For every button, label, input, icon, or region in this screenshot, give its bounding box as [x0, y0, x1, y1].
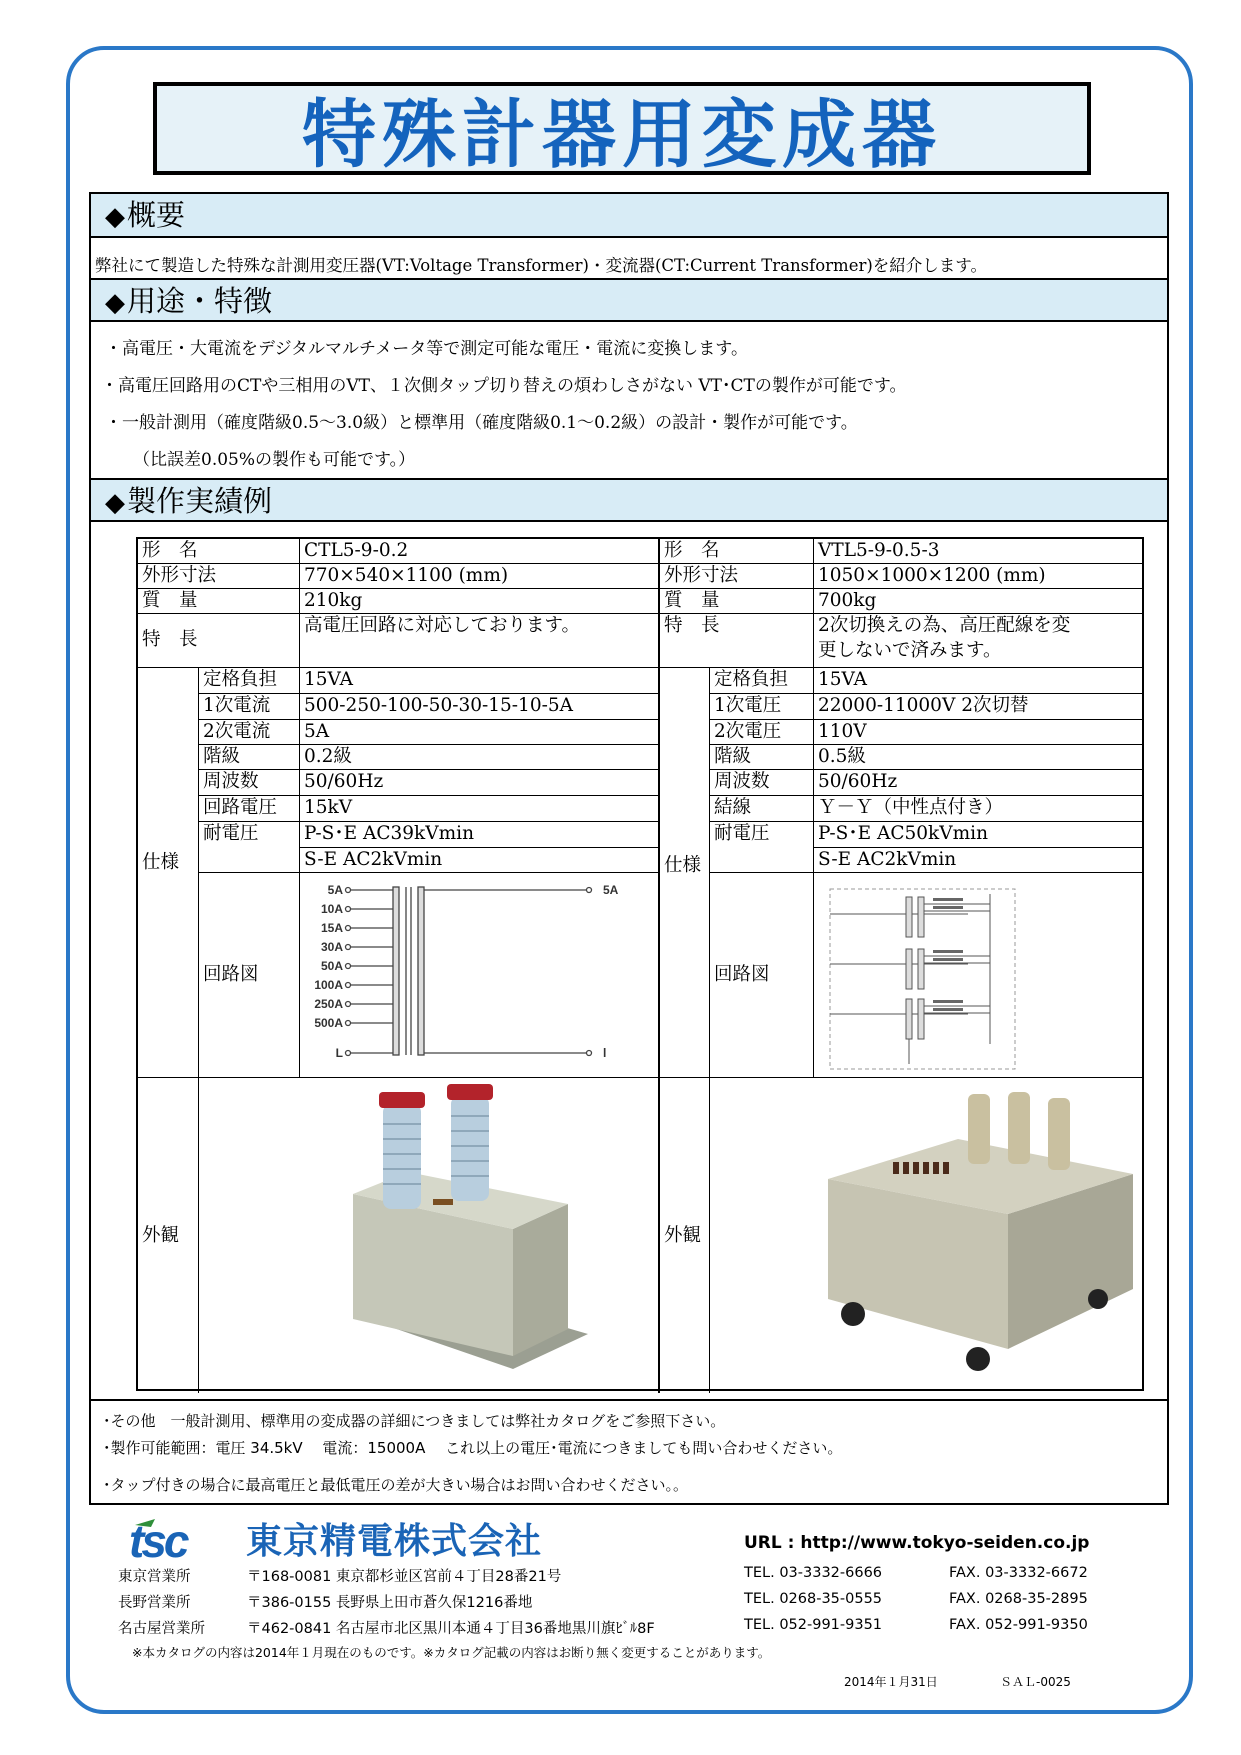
left-spec-label-7: 耐電圧	[203, 823, 259, 844]
office-tel-1: TEL. 03-3332-6666	[744, 1565, 883, 1581]
left-value-feature: 高電圧回路に対応しております。	[304, 615, 581, 636]
tap-label: 5A	[327, 883, 343, 897]
tap-label: 15A	[320, 921, 343, 935]
svg-text:tsc: tsc	[129, 1515, 187, 1563]
right-spec-label-6: 結線	[714, 797, 752, 818]
office-tel-2: TEL. 0268-35-0555	[744, 1591, 883, 1607]
right-label-mass: 質 量	[664, 590, 720, 611]
note-2: ･製作可能範囲：電圧 34.5kV 電流：15000A これ以上の電圧･電流につきましても問い合わせください。	[103, 1439, 843, 1457]
left-spec-value-7: P-S･E AC39kVmin	[304, 823, 474, 844]
tap-label: 100A	[314, 978, 343, 992]
right-spec-value-3: 110V	[818, 721, 867, 742]
feature-line-4: （比誤差0.05%の製作も可能です。）	[133, 450, 416, 470]
left-spec-label-5: 周波数	[203, 771, 259, 792]
left-spec-value-5: 50/60Hz	[304, 771, 384, 792]
tap-label: 500A	[314, 1016, 343, 1030]
tap-label: 250A	[314, 997, 343, 1011]
disclaimer: ※本カタログの内容は2014年１月現在のものです。※カタログ記載の内容はお断り無く変更することがあります。	[132, 1645, 771, 1660]
left-spec-label-6: 回路電圧	[203, 797, 278, 818]
left-spec-value-6: 15kV	[304, 797, 353, 818]
diamond-icon: ◆	[105, 202, 125, 232]
page-title: 特殊計器用変成器	[302, 91, 942, 178]
left-spec-value-1: 15VA	[304, 669, 354, 690]
right-value-mass: 700kg	[818, 590, 877, 611]
left-label-model: 形 名	[142, 540, 198, 561]
overview-text: 弊社にて製造した特殊な計測用変圧器(VT:Voltage Transformer)・変流器(CT:Current Transformer)を紹介します。	[95, 256, 987, 275]
right-spec-label-3: 2次電圧	[714, 721, 782, 742]
right-spec-value-5: 50/60Hz	[818, 771, 898, 792]
right-spec-label-4: 階級	[714, 746, 752, 767]
office-fax-3: FAX. 052-991-9350	[949, 1617, 1088, 1633]
right-spec-label-2: 1次電圧	[714, 695, 782, 716]
office-name-1: 東京営業所	[118, 1569, 191, 1585]
left-spec-value-8: S-E AC2kVmin	[304, 849, 443, 870]
diamond-icon: ◆	[105, 488, 125, 518]
right-value-feature: 2次切換えの為、高圧配線を変	[818, 615, 1071, 636]
right-label-dimensions: 外形寸法	[664, 565, 739, 586]
left-spec-value-4: 0.2級	[304, 746, 352, 767]
issue-date: 2014年１月31日	[844, 1675, 938, 1689]
note-1: ･その他 一般計測用、標準用の変成器の詳細につきましては弊社カタログをご参照下さい。	[91, 1399, 1167, 1431]
office-address-1: 〒168-0081 東京都杉並区宮前４丁目28番21号	[247, 1569, 562, 1585]
office-name-3: 名古屋営業所	[118, 1621, 205, 1637]
footer	[118, 1513, 1127, 1703]
right-spec-value-8: S-E AC2kVmin	[818, 849, 957, 870]
right-product-photo	[818, 1084, 1138, 1386]
right-spec-label-5: 周波数	[714, 771, 770, 792]
left-label-mass: 質 量	[142, 590, 198, 611]
office-name-2: 長野営業所	[118, 1595, 191, 1611]
catalog-code: ＳＡＬ-0025	[1000, 1675, 1071, 1689]
left-value-mass: 210kg	[304, 590, 363, 611]
title-box	[153, 82, 1091, 178]
right-appearance-label: 外観	[664, 1225, 702, 1246]
office-fax-2: FAX. 0268-35-2895	[949, 1591, 1088, 1607]
left-product-photo	[313, 1084, 623, 1386]
right-spec-value-1: 15VA	[818, 669, 868, 690]
left-spec-value-2: 500-250-100-50-30-15-10-5A	[304, 695, 573, 716]
left-label-feature: 特 長	[142, 629, 198, 650]
section-features-heading: ◆用途・特徴	[91, 278, 1167, 322]
left-spec-label-2: 1次電流	[203, 695, 271, 716]
right-spec-value-6: Ｙ－Ｙ（中性点付き）	[818, 797, 1004, 818]
out-label-top: 5A	[603, 883, 619, 897]
left-diagram-label: 回路図	[203, 964, 259, 985]
left-spec-label: 仕様	[142, 852, 180, 873]
spec-table	[136, 537, 1144, 1391]
company-name: 東京精電株式会社	[246, 1521, 543, 1562]
right-circuit-diagram	[818, 879, 1138, 1074]
section-overview-heading: ◆概要	[91, 194, 1167, 238]
office-tel-3: TEL. 052-991-9351	[744, 1617, 883, 1633]
left-spec-value-3: 5A	[304, 721, 330, 742]
right-diagram-label: 回路図	[714, 964, 770, 985]
right-label-model: 形 名	[664, 540, 720, 561]
tap-label: 30A	[320, 940, 343, 954]
diamond-icon: ◆	[105, 288, 125, 318]
left-circuit-diagram	[303, 877, 655, 1073]
section-results-heading: ◆製作実績例	[91, 478, 1167, 522]
main-table	[89, 192, 1169, 1505]
feature-line-3: ・一般計測用（確度階級0.5〜3.0級）と標準用（確度階級0.1〜0.2級）の設計・製作が可能です。	[105, 413, 858, 433]
right-value-model: VTL5-9-0.5-3	[818, 540, 940, 561]
left-spec-label-4: 階級	[203, 746, 241, 767]
company-url[interactable]: URL : http://www.tokyo-seiden.co.jp	[744, 1533, 1090, 1553]
feature-line-1: ・高電圧・大電流をデジタルマルチメータ等で測定可能な電圧・電流に変換します。	[105, 339, 748, 359]
tap-label: L	[335, 1046, 343, 1060]
left-spec-label-1: 定格負担	[203, 669, 278, 690]
left-value-model: CTL5-9-0.2	[304, 540, 409, 561]
left-value-dimensions: 770×540×1100 (mm)	[304, 565, 509, 586]
right-spec-label-1: 定格負担	[714, 669, 789, 690]
right-value-dimensions: 1050×1000×1200 (mm)	[818, 565, 1046, 586]
right-label-feature: 特 長	[664, 615, 720, 636]
feature-line-2: ・高電圧回路用のCTや三相用のVT、１次側タップ切り替えの煩わしさがない VT･CTの製作が可能です。	[101, 376, 907, 396]
tap-label: 10A	[320, 902, 343, 916]
right-spec-label: 仕様	[664, 855, 702, 876]
right-spec-value-7: P-S･E AC50kVmin	[818, 823, 988, 844]
out-label-bottom: l	[603, 1046, 607, 1060]
right-spec-label-7: 耐電圧	[714, 823, 770, 844]
right-value-feature-2: 更しないで済みます。	[818, 640, 1002, 661]
right-spec-value-2: 22000-11000V 2次切替	[818, 695, 1029, 716]
tap-label: 50A	[320, 959, 343, 973]
office-address-3: 〒462-0841 名古屋市北区黒川本通４丁目36番地黒川旗ﾋﾞﾙ8F	[247, 1621, 655, 1637]
company-logo	[127, 1513, 222, 1563]
note-3: ･タップ付きの場合に最高電圧と最低電圧の差が大きい場合はお問い合わせください。。	[103, 1476, 689, 1494]
right-spec-value-4: 0.5級	[818, 746, 866, 767]
left-appearance-label: 外観	[142, 1225, 180, 1246]
office-fax-1: FAX. 03-3332-6672	[949, 1565, 1088, 1581]
left-spec-label-3: 2次電流	[203, 721, 271, 742]
office-address-2: 〒386-0155 長野県上田市蒼久保1216番地	[247, 1595, 533, 1611]
left-label-dimensions: 外形寸法	[142, 565, 217, 586]
